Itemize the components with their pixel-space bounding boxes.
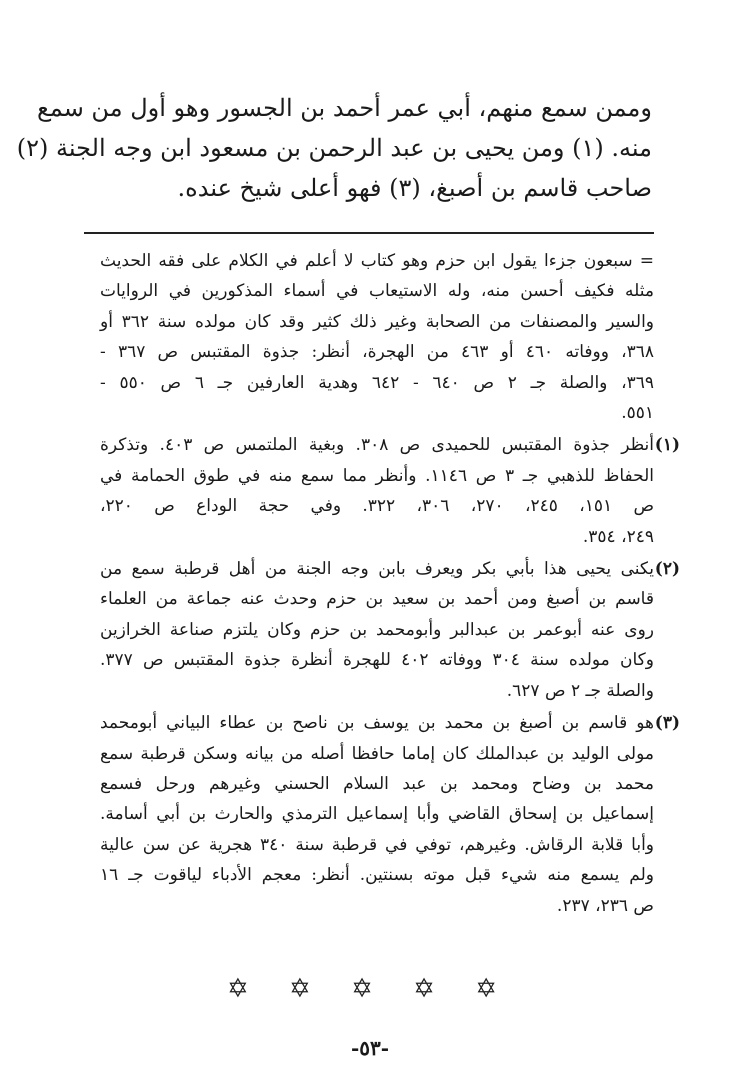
- star-ornament: ✡ ✡ ✡ ✡ ✡: [227, 974, 513, 1004]
- footnote-line: مثله فكيف أحسن منه، وله الاستيعاب في أسماء المذكورين في الروايات: [100, 281, 654, 302]
- footnote-line: ٣٦٩، والصلة جـ ٢ ص ٦٤٠ - ٦٤٢ وهدية العارفين جـ ٦ ص ٥٥٠ -: [100, 372, 654, 393]
- footnote-line: = سبعون جزءا يقول ابن حزم وهو كتاب لا أعلم في الكلام على فقه الحديث: [100, 251, 654, 271]
- footnotes: [100, 246, 680, 921]
- footnote-line: ولم يسمع منه شيء قبل موته بسنتين. أنظر: معجم الأدباء لياقوت جـ ١٦: [100, 865, 654, 886]
- footnote-line: ٥٥١.: [621, 403, 654, 424]
- footnote-line: وكان مولده سنة ٣٠٤ ووفاته ٤٠٢ للهجرة أنظرة جذوة المقتبس ص ٣٧٧.: [100, 650, 654, 671]
- footnote-2: [100, 554, 680, 706]
- footnote-number: (٣): [654, 713, 680, 734]
- footnote-line: مولى الوليد بن عبدالملك كان إماما حافظا أصله من بيانه وسكن قرطبة سمع: [100, 743, 654, 764]
- main-text-line: صاحب قاسم بن أصبغ، (٣) فهو أعلى شيخ عنده.: [177, 174, 652, 202]
- footnote-line: والسير والمصنفات من الصحابة وغير ذلك كثير وقد كان مولده سنة ٣٦٢ أو: [100, 311, 654, 332]
- footnote-line: أنظر جذوة المقتبس للحميدى ص ٣٠٨. وبغية الملتمس ص ٤٠٣. وتذكرة: [100, 435, 654, 456]
- footnote-1: [100, 430, 680, 552]
- footnote-line: إسماعيل بن إسحاق القاضي وأبا إسماعيل الترمذي والحارث بن أبي أسامة.: [100, 804, 654, 825]
- footnote-line: ٣٦٨، ووفاته ٤٦٠ أو ٤٦٣ من الهجرة، أنظر: جذوة المقتبس ص ٣٦٧ -: [100, 342, 655, 363]
- main-text-line: منه. (١) ومن يحيى بن عبد الرحمن بن مسعود ابن وجه الجنة (٢): [16, 134, 652, 162]
- footnote-line: ٢٤٩، ٣٥٤.: [582, 526, 654, 547]
- main-text-line: وممن سمع منهم، أبي عمر أحمد بن الجسور وهو أول من سمع: [37, 94, 652, 122]
- footnote-line: روى عنه أبوعمر بن عبدالبر وأبومحمد بن حزم وكان يلتزم صناعة الخرازين: [100, 619, 654, 640]
- page-number: -٥٣-: [350, 1036, 390, 1060]
- footnote-number: (٢): [654, 559, 680, 580]
- footnote-separator: [84, 232, 654, 234]
- footnote-continuation: [100, 246, 654, 428]
- footnote-line: ص ١٥١، ٢٤٥، ٢٧٠، ٣٠٦، ٣٢٢. وفي حجة الوداع ص ٢٢٠،: [100, 496, 655, 517]
- footnote-line: والصلة جـ ٢ ص ٦٢٧.: [506, 680, 654, 701]
- footnote-line: هو قاسم بن أصبغ بن محمد بن يوسف بن ناصح بن عطاء البياني أبومحمد: [100, 713, 654, 734]
- footnote-line: وأبا قلابة الرقاش. وغيرهم، توفي في قرطبة سنة ٣٤٠ هجرية عن سن عالية: [100, 834, 654, 855]
- footnote-line: الحفاظ للذهبي جـ ٣ ص ١١٤٦. وأنظر مما سمع منه في طوق الحمامة في: [100, 465, 654, 486]
- footnote-line: ص ٢٣٦، ٢٣٧.: [556, 895, 654, 916]
- footnote-line: يكنى يحيى هذا بأبي بكر ويعرف بابن وجه الجنة من أهل قرطبة سمع من: [100, 559, 654, 580]
- main-text: [16, 88, 652, 208]
- footnote-line: قاسم بن أصبغ ومن أحمد بن سعيد بن حزم وحدث عنه جماعة من العلماء: [100, 589, 654, 610]
- footnote-3: [100, 708, 680, 921]
- footnote-line: محمد بن وضاح ومحمد بن عبد السلام الحسني وغيرهم ورحل فسمع: [100, 773, 654, 794]
- footnote-number: (١): [654, 435, 680, 456]
